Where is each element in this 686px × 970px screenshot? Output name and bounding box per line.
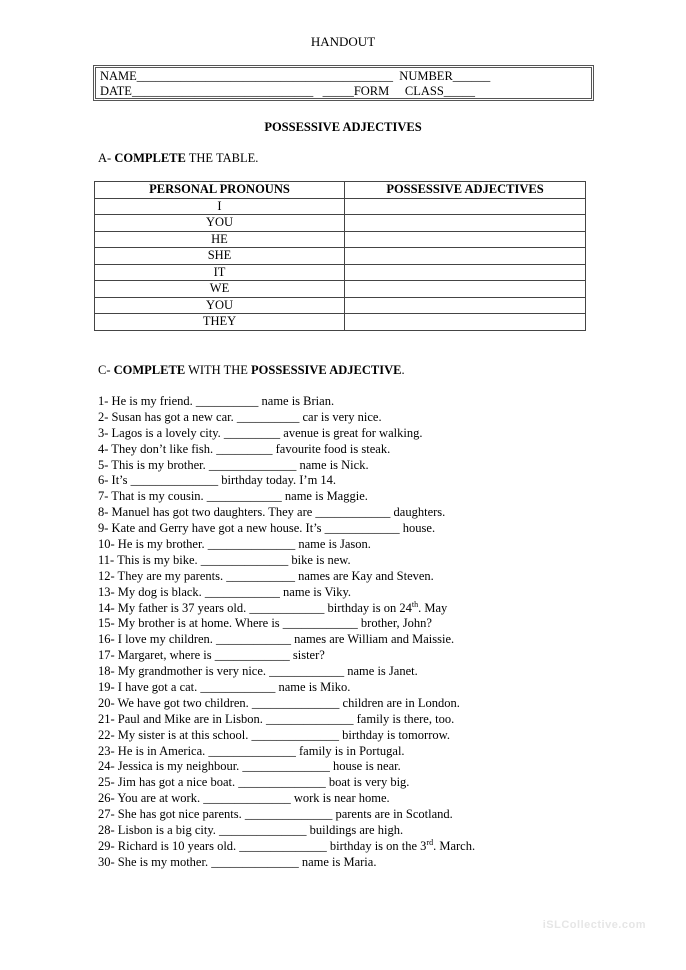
student-info-box [93,65,594,101]
watermark-logo: iSLCollective.com [542,919,646,931]
section-a-heading [98,151,258,166]
table-header-row [95,182,586,199]
exercise-item: 13- My dog is black. ____________ name is Viky. [98,584,352,599]
table-row [95,264,586,281]
name-number-line: NAME_________________________________________ NUMBER______ [100,69,491,83]
pronoun-table [94,181,586,331]
section-a-prefix: A- [98,151,115,165]
ordinal-superscript: rd [426,837,434,847]
table-row [95,314,586,331]
exercise-item: 9- Kate and Gerry have got a new house. It’s ____________ house. [98,521,436,536]
possessive-answer-cell[interactable] [345,198,586,215]
section-c-prefix: C- [98,363,114,377]
exercise-item: 15- My brother is at home. Where is ____________ brother, John? [98,616,432,631]
exercise-item: 6- It’s ______________ birthday today. I’m 14. [98,473,337,488]
pronoun-cell: YOU [95,215,345,232]
exercise-item: 14- My father is 37 years old. ____________ birthday is on 24th. May [98,599,448,615]
exercise-item: 10- He is my brother. ______________ name is Jason. [98,537,371,552]
exercise-item: 22- My sister is at this school. ______________ birthday is tomorrow. [98,727,450,742]
exercise-item: 20- We have got two children. ______________ children are in London. [98,695,460,710]
section-c-suffix: . [401,363,405,377]
date-form-class-line: DATE_____________________________ _____FORM CLASS_____ [100,84,476,98]
pronoun-cell: HE [95,231,345,248]
header-personal-pronouns: PERSONAL PRONOUNS [95,182,345,199]
handout-title: HANDOUT [310,34,376,49]
exercise-item: 17- Margaret, where is ____________ sister? [98,648,325,663]
section-c-bold-complete: COMPLETE [113,363,186,377]
exercise-item: 12- They are my parents. ___________ names are Kay and Steven. [98,568,434,583]
possessive-answer-cell[interactable] [345,264,586,281]
exercise-item: 8- Manuel has got two daughters. They are ____________ daughters. [98,505,446,520]
section-c-middle: WITH THE [185,363,252,377]
section-c-bold-possessive: POSSESSIVE ADJECTIVE [251,363,402,377]
pronoun-cell: IT [95,264,345,281]
exercise-list [98,394,475,871]
exercise-item: 26- You are at work. ______________ work is near home. [98,791,390,806]
exercise-item: 18- My grandmother is very nice. ____________ name is Janet. [98,664,418,679]
possessive-answer-cell[interactable] [345,248,586,265]
possessive-answer-cell[interactable] [345,215,586,232]
table-row [95,248,586,265]
pronoun-cell: YOU [95,297,345,314]
possessive-answer-cell[interactable] [345,281,586,298]
exercise-item: 16- I love my children. ____________ names are William and Maissie. [98,632,455,647]
exercise-item: 1- He is my friend. __________ name is Brian. [98,394,335,408]
table-row [95,198,586,215]
exercise-item: 4- They don’t like fish. _________ favourite food is steak. [98,441,391,456]
possessive-answer-cell[interactable] [345,314,586,331]
pronoun-table-body [95,198,586,330]
exercise-item: 5- This is my brother. ______________ name is Nick. [98,457,369,472]
exercise-item: 11- This is my bike. ______________ bike is new. [98,552,351,567]
pronoun-cell: SHE [95,248,345,265]
table-row [95,281,586,298]
exercise-item: 2- Susan has got a new car. __________ car is very nice. [98,409,382,424]
section-a-suffix: THE TABLE. [185,151,259,165]
ordinal-superscript: th [411,599,419,609]
section-a-bold: COMPLETE [114,151,186,165]
pronoun-cell: THEY [95,314,345,331]
header-possessive-adjectives: POSSESSIVE ADJECTIVES [345,182,586,199]
pronoun-cell: I [95,198,345,215]
exercise-item: 24- Jessica is my neighbour. ______________ house is near. [98,759,401,774]
exercise-item: 25- Jim has got a nice boat. ______________ boat is very big. [98,775,410,790]
table-row [95,215,586,232]
possessive-answer-cell[interactable] [345,231,586,248]
exercise-item: 30- She is my mother. ______________ name is Maria. [98,854,377,869]
pronoun-cell: WE [95,281,345,298]
exercise-item: 28- Lisbon is a big city. ______________ buildings are high. [98,823,404,838]
exercise-item: 21- Paul and Mike are in Lisbon. ______________ family is there, too. [98,711,455,726]
possessive-answer-cell[interactable] [345,297,586,314]
exercise-item: 7- That is my cousin. ____________ name is Maggie. [98,489,368,504]
subject-title: POSSESSIVE ADJECTIVES [264,120,422,134]
exercise-item: 29- Richard is 10 years old. ______________ birthday is on the 3rd. March. [98,837,476,853]
section-c-heading [98,363,405,378]
exercise-item: 3- Lagos is a lovely city. _________ avenue is great for walking. [98,425,423,440]
table-row [95,297,586,314]
exercise-item: 23- He is in America. ______________ family is in Portugal. [98,743,405,758]
exercise-item: 19- I have got a cat. ____________ name is Miko. [98,680,351,695]
exercise-item: 27- She has got nice parents. ______________ parents are in Scotland. [98,807,453,822]
table-row [95,231,586,248]
